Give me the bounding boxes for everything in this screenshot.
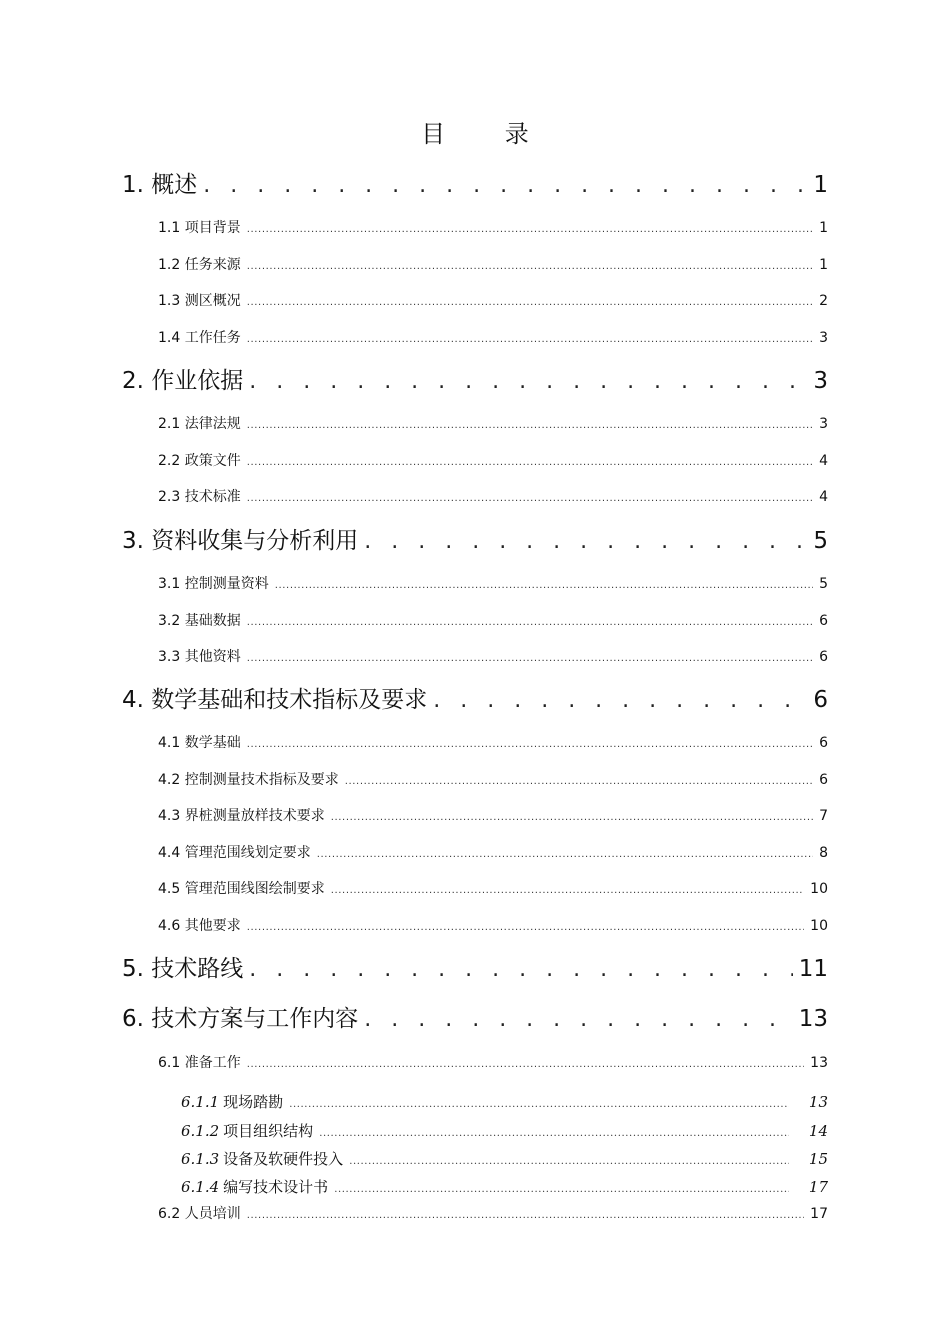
dot-leader <box>247 261 813 272</box>
dot-leader <box>247 653 813 664</box>
toc-entry-label: 4.5 管理范围线图绘制要求 <box>158 881 325 897</box>
dot-leader <box>247 1059 804 1070</box>
dot-leader <box>433 688 807 713</box>
toc-entry-page: 6 <box>819 735 828 751</box>
dot-leader <box>249 369 807 394</box>
toc-entry-label: 6.1 准备工作 <box>158 1055 241 1071</box>
toc-entry-2-3[interactable] <box>158 486 828 508</box>
toc-entry-page: 1 <box>819 257 828 273</box>
toc-entry-1-2[interactable] <box>158 254 828 276</box>
toc-entry-page: 2 <box>819 293 828 309</box>
toc-entry-1-4[interactable] <box>158 327 828 349</box>
toc-entry-label: 1.1 项目背景 <box>158 220 241 236</box>
dot-leader <box>289 1099 789 1110</box>
toc-entry-page: 13 <box>798 1006 828 1032</box>
toc-entry-6-1-4[interactable] <box>181 1176 828 1198</box>
dot-leader <box>364 1007 792 1032</box>
toc-entry-page: 3 <box>813 368 828 394</box>
toc-entry-4-2[interactable] <box>158 769 828 791</box>
toc-entry-label: 4.6 其他要求 <box>158 918 241 934</box>
toc-entry-label: 1.4 工作任务 <box>158 330 241 346</box>
toc-entry-label: 4. 数学基础和技术指标及要求 <box>122 687 428 713</box>
dot-leader <box>345 776 813 787</box>
dot-leader <box>331 812 813 823</box>
toc-entry-label: 现场踏勘 <box>223 1093 284 1111</box>
toc-entry-page: 5 <box>819 576 828 592</box>
toc-entry-1-1[interactable] <box>158 217 828 239</box>
toc-entry-4[interactable] <box>122 681 828 715</box>
dot-leader <box>349 1156 789 1167</box>
toc-entry-3-1[interactable] <box>158 573 828 595</box>
toc-entry-page: 11 <box>798 956 828 982</box>
toc-entry-label: 2.1 法律法规 <box>158 416 241 432</box>
toc-entry-label: 2. 作业依据 <box>122 368 244 394</box>
toc-entry-page: 3 <box>819 330 828 346</box>
toc-entry-label: 编写技术设计书 <box>223 1178 329 1196</box>
dot-leader <box>247 493 813 504</box>
toc-entry-label: 4.3 界桩测量放样技术要求 <box>158 808 325 824</box>
toc-entry-3[interactable] <box>122 522 828 556</box>
toc-entry-page: 6 <box>819 649 828 665</box>
toc-entry-page: 5 <box>813 528 828 554</box>
toc-entry-page: 4 <box>819 453 828 469</box>
toc-entry-label: 4.2 控制测量技术指标及要求 <box>158 772 339 788</box>
toc-entry-label: 6. 技术方案与工作内容 <box>122 1006 359 1032</box>
toc-entry-number: 6.1.1 <box>181 1093 220 1111</box>
toc-entry-label: 设备及软硬件投入 <box>223 1150 344 1168</box>
toc-entry-6-1-1[interactable] <box>181 1091 828 1113</box>
toc-entry-label: 3.3 其他资料 <box>158 649 241 665</box>
toc-entry-4-3[interactable] <box>158 805 828 827</box>
toc-entry-page: 13 <box>810 1055 828 1071</box>
toc-entry-1-3[interactable] <box>158 290 828 312</box>
toc-entry-page: 17 <box>808 1178 828 1196</box>
toc-entry-page: 14 <box>808 1122 828 1140</box>
toc-entry-page: 6 <box>819 613 828 629</box>
toc-entry-label: 1.2 任务来源 <box>158 257 241 273</box>
toc-entry-label: 2.2 政策文件 <box>158 453 241 469</box>
dot-leader <box>247 457 813 468</box>
toc-entry-page: 1 <box>813 172 828 198</box>
toc-entry-label: 项目组织结构 <box>223 1122 314 1140</box>
toc-entry-6-1-2[interactable] <box>181 1120 828 1142</box>
toc-entry-2[interactable] <box>122 362 828 396</box>
dot-leader <box>247 420 813 431</box>
toc-entry-1[interactable] <box>122 166 828 200</box>
dot-leader <box>331 885 804 896</box>
dot-leader <box>249 957 792 982</box>
toc-entry-page: 3 <box>819 416 828 432</box>
page-title: 目 录 <box>421 120 555 148</box>
toc-entry-page: 15 <box>808 1150 828 1168</box>
toc-entry-6[interactable] <box>122 1000 828 1034</box>
toc-entry-label: 6.2 人员培训 <box>158 1206 241 1222</box>
toc-entry-number: 6.1.2 <box>181 1122 220 1140</box>
toc-entry-page: 4 <box>819 489 828 505</box>
dot-leader <box>319 1128 789 1139</box>
toc-entry-4-4[interactable] <box>158 842 828 864</box>
dot-leader <box>364 529 807 554</box>
toc-entry-label: 3.1 控制测量资料 <box>158 576 269 592</box>
toc-entry-3-3[interactable] <box>158 646 828 668</box>
dot-leader <box>247 739 813 750</box>
toc-entry-label: 3.2 基础数据 <box>158 613 241 629</box>
dot-leader <box>247 1210 804 1221</box>
toc-entry-page: 17 <box>810 1206 828 1222</box>
toc-entry-page: 8 <box>819 845 828 861</box>
toc-entry-label: 4.1 数学基础 <box>158 735 241 751</box>
toc-entry-label: 3. 资料收集与分析利用 <box>122 528 359 554</box>
toc-entry-page: 10 <box>810 881 828 897</box>
toc-entry-label: 1. 概述 <box>122 172 198 198</box>
toc-entry-4-1[interactable] <box>158 732 828 754</box>
dot-leader <box>275 580 813 591</box>
toc-entry-label: 2.3 技术标准 <box>158 489 241 505</box>
dot-leader <box>247 334 813 345</box>
dot-leader <box>203 173 807 198</box>
toc-entry-number: 6.1.3 <box>181 1150 220 1168</box>
toc-entry-2-2[interactable] <box>158 450 828 472</box>
toc-entry-2-1[interactable] <box>158 413 828 435</box>
dot-leader <box>247 224 813 235</box>
toc-entry-label: 4.4 管理范围线划定要求 <box>158 845 311 861</box>
toc-entry-3-2[interactable] <box>158 610 828 632</box>
dot-leader <box>247 297 813 308</box>
toc-entry-page: 6 <box>819 772 828 788</box>
toc-entry-6-1-3[interactable] <box>181 1148 828 1170</box>
toc-entry-4-6[interactable] <box>158 915 828 937</box>
toc-entry-page: 13 <box>808 1093 828 1111</box>
toc-entry-label: 1.3 测区概况 <box>158 293 241 309</box>
toc-entry-4-5[interactable] <box>158 878 828 900</box>
toc-entry-5[interactable] <box>122 950 828 984</box>
toc-entry-page: 1 <box>819 220 828 236</box>
toc-entry-label: 5. 技术路线 <box>122 956 244 982</box>
dot-leader <box>334 1184 789 1195</box>
dot-leader <box>247 922 804 933</box>
dot-leader <box>317 849 813 860</box>
toc-entry-page: 10 <box>810 918 828 934</box>
toc-entry-page: 6 <box>813 687 828 713</box>
toc-entry-number: 6.1.4 <box>181 1178 220 1196</box>
toc-entry-6-2[interactable] <box>158 1203 828 1225</box>
toc-entry-page: 7 <box>819 808 828 824</box>
dot-leader <box>247 617 813 628</box>
toc-entry-6-1[interactable] <box>158 1052 828 1074</box>
